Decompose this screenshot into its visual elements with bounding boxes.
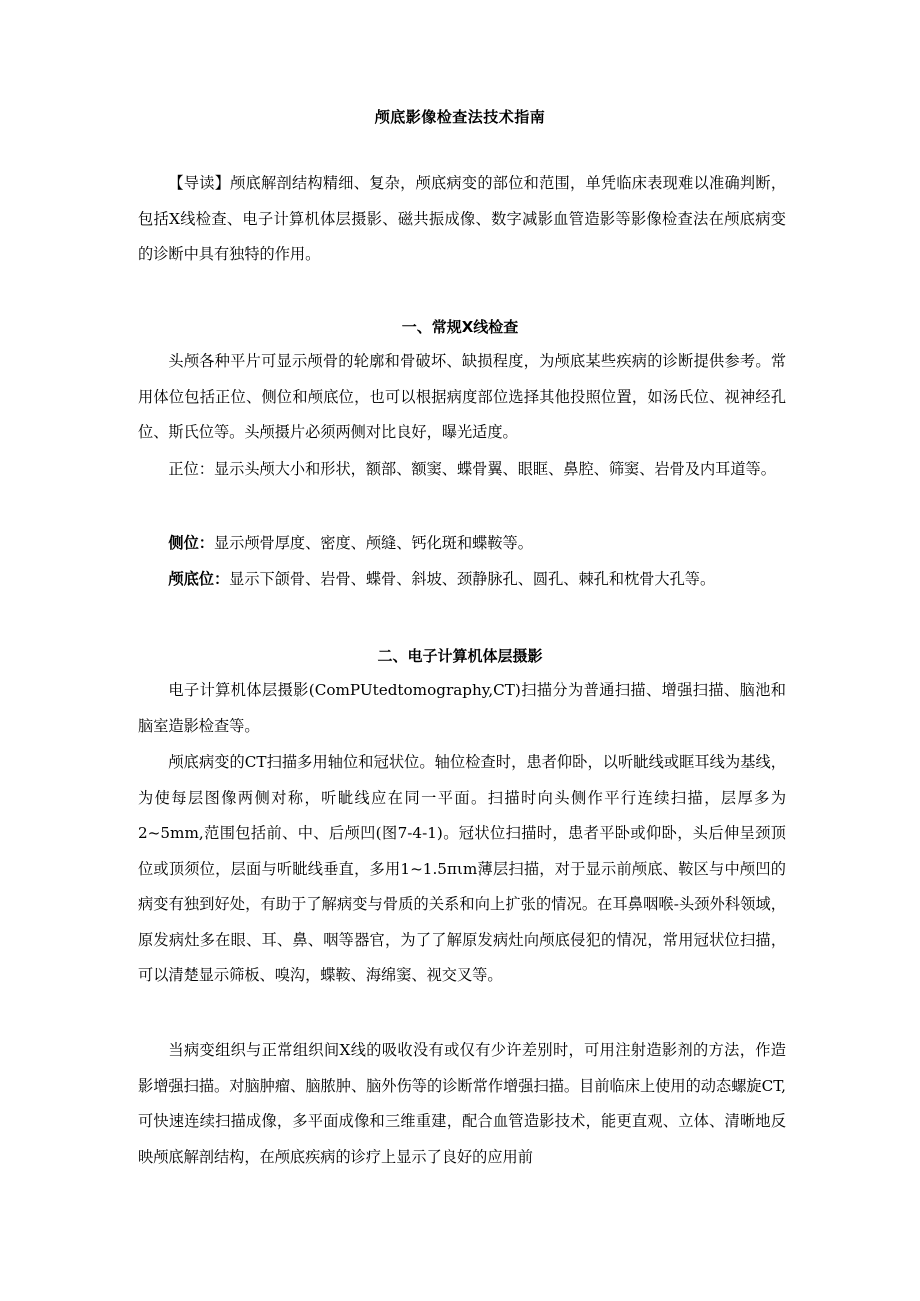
section-1-heading: 一、常规X线检查	[401, 318, 519, 336]
section-1-paragraph-3	[138, 526, 786, 562]
lateral-view-label: 侧位：	[168, 534, 214, 552]
section-1-paragraph-2: 正位：显示头颅大小和形状，额部、额窦、蝶骨翼、眼眶、鼻腔、筛窦、岩骨及内耳道等。	[168, 460, 776, 478]
section-2-paragraph-1: 电子计算机体层摄影(ComPUtedtomography,CT)扫描分为普通扫描、增强扫描、脑池和脑室造影检查等。	[138, 681, 786, 735]
document-title: 颅底影像检查法技术指南	[374, 108, 546, 126]
basal-view-label: 颅底位：	[168, 570, 230, 588]
section-2-paragraph-3: 当病变组织与正常组织间X线的吸收没有或仅有少许差别时，可用注射造影剂的方法，作造影增强扫描。对脑肿瘤、脑脓肿、脑外伤等的诊断常作增强扫描。目前临床上使用的动态螺旋CT,可快速连续扫描成像，多平面成像和三维重建，配合血管造影技术，能更直观、立体、清晰地反映颅底解剖结构，在颅底疾病的诊疗上显示了良好的应用前	[138, 1041, 786, 1166]
section-2-heading: 二、电子计算机体层摄影	[377, 647, 543, 665]
basal-view-text: 显示下颌骨、岩骨、蝶骨、斜坡、颈静脉孔、圆孔、棘孔和枕骨大孔等。	[229, 570, 716, 588]
section-1-paragraph-1: 头颅各种平片可显示颅骨的轮廓和骨破坏、缺损程度，为颅底某些疾病的诊断提供参考。常用体位包括正位、侧位和颅底位，也可以根据病度部位选择其他投照位置，如汤氏位、视神经孔位、斯氏位等。头颅摄片必须两侧对比良好，曝光适度。	[138, 352, 786, 441]
lateral-view-text: 显示颅骨厚度、密度、颅缝、钙化斑和蝶鞍等。	[213, 534, 533, 552]
section-1-paragraph-4	[138, 562, 798, 598]
intro-paragraph: 【导读】颅底解剖结构精细、复杂，颅底病变的部位和范围，单凭临床表现难以准确判断，包括X线检查、电子计算机体层摄影、磁共振成像、数字减影血管造影等影像检查法在颅底病变的诊断中具有独特的作用。	[138, 174, 786, 263]
section-2-paragraph-2: 颅底病变的CT扫描多用轴位和冠状位。轴位检查时，患者仰卧，以听眦线或眶耳线为基线，为使每层图像两侧对称，听眦线应在同一平面。扫描时向头侧作平行连续扫描，层厚多为2~5mm,范围包括前、中、后颅凹(图7-4-1)。冠状位扫描时，患者平卧或仰卧，头后伸呈颈顶位或顶须位，层面与听眦线垂直，多用1~1.5πιm薄层扫描，对于显示前颅底、鞍区与中颅凹的病变有独到好处，有助于了解病变与骨质的关系和向上扩张的情况。在耳鼻咽喉-头颈外科领域，原发病灶多在眼、耳、鼻、咽等器官，为了了解原发病灶向颅底侵犯的情况，常用冠状位扫描，可以清楚显示筛板、嗅沟，蝶鞍、海绵窦、视交叉等。	[138, 753, 786, 984]
